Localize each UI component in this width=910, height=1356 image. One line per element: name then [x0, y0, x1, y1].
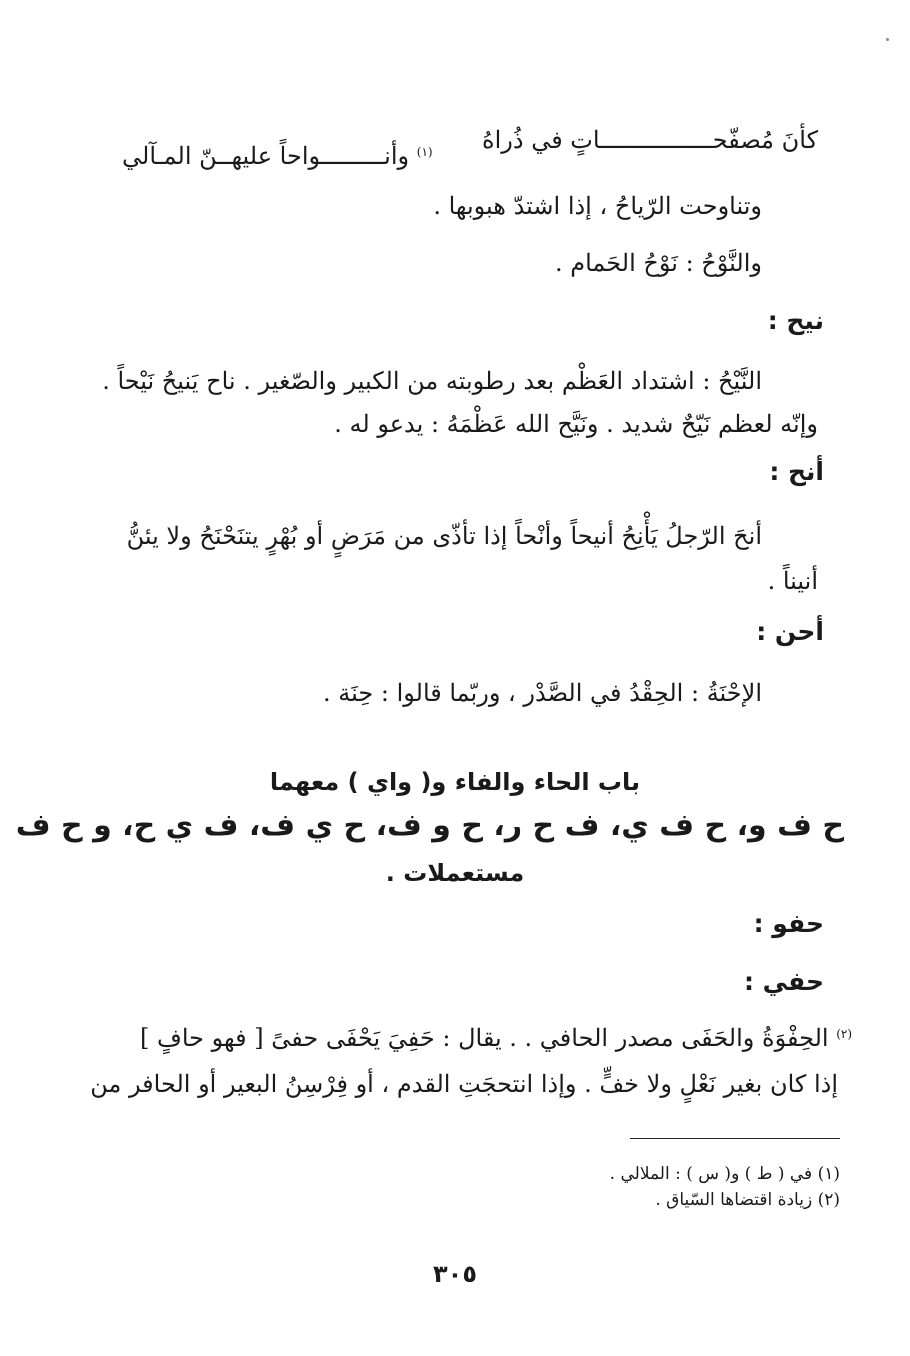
footnote: (١) في ( ط ) و( س ) : الملالي .	[609, 1164, 840, 1184]
entry-line-text: الحِفْوَةُ والحَفَى مصدر الحافي . . يقال : حَفِيَ يَحْفَى حفىً [ فهو حافٍ ]	[140, 1024, 829, 1052]
chapter-title: باب الحاء والفاء و( واي ) معهما	[269, 768, 641, 796]
footnote-separator	[630, 1138, 840, 1139]
chapter-letter-combinations: ح ف و، ح ف ي، ف ح ر، ح و ف، ح ي ف، ف ي ح، و ح ف	[15, 808, 844, 843]
scan-speck	[886, 38, 889, 41]
entry-headword: حفو :	[753, 909, 824, 938]
footnote: (٢) زيادة اقتضاها السّياق .	[655, 1190, 840, 1210]
entry-line	[140, 1022, 852, 1058]
chapter-status: مستعملات .	[385, 859, 525, 887]
verse-hemistich-left-text: وأنـــــــــواحاً عليهــنّ المـآلي	[122, 142, 410, 170]
entry-line: أنحَ الرّجلُ يَأْنِحُ أنيحاً وأنْحاً إذا تأذّى من مَرَضٍ أو بُهْرٍ يتنَحْنَحُ ولا يئنُّ	[126, 522, 762, 550]
entry-line: أنيناً .	[767, 567, 818, 595]
entry-line: إذا كان بغير نَعْلٍ ولا خفٍّ . وإذا انتحجَتِ القدم ، أو فِرْسِنُ البعير أو الحافر من	[90, 1070, 838, 1098]
entry-headword: حفي :	[743, 967, 824, 996]
entry-headword: نيح :	[767, 306, 824, 335]
verse-hemistich-right: كأنَ مُصفّحــــــــــــــــاتٍ في ذُراهُ	[482, 126, 818, 154]
entry-headword: أحن :	[756, 617, 824, 646]
page-number: ٣٠٥	[433, 1260, 477, 1288]
entry-line: وإنّه لعظم نَيّحٌ شديد . ونَيَّح الله عَظْمَهُ : يدعو له .	[334, 410, 818, 438]
verse-hemistich-left	[122, 140, 433, 176]
entry-line: الإحْنَةُ : الحِقْدُ في الصَّدْر ، وربّما قالوا : حِنَة .	[323, 679, 762, 707]
paragraph-line: وتناوحت الرّياحُ ، إذا اشتدّ هبوبها .	[433, 192, 762, 220]
footnote-ref: (٢)	[836, 1027, 853, 1041]
footnote-ref: (١)	[416, 145, 433, 159]
paragraph-line: والنَّوْحُ : نَوْحُ الحَمام .	[554, 249, 762, 277]
entry-line: النَّيْحُ : اشتداد العَظْم بعد رطوبته من الكبير والصّغير . ناح يَنيحُ نَيْحاً .	[102, 367, 762, 395]
entry-headword: أنح :	[769, 457, 824, 486]
